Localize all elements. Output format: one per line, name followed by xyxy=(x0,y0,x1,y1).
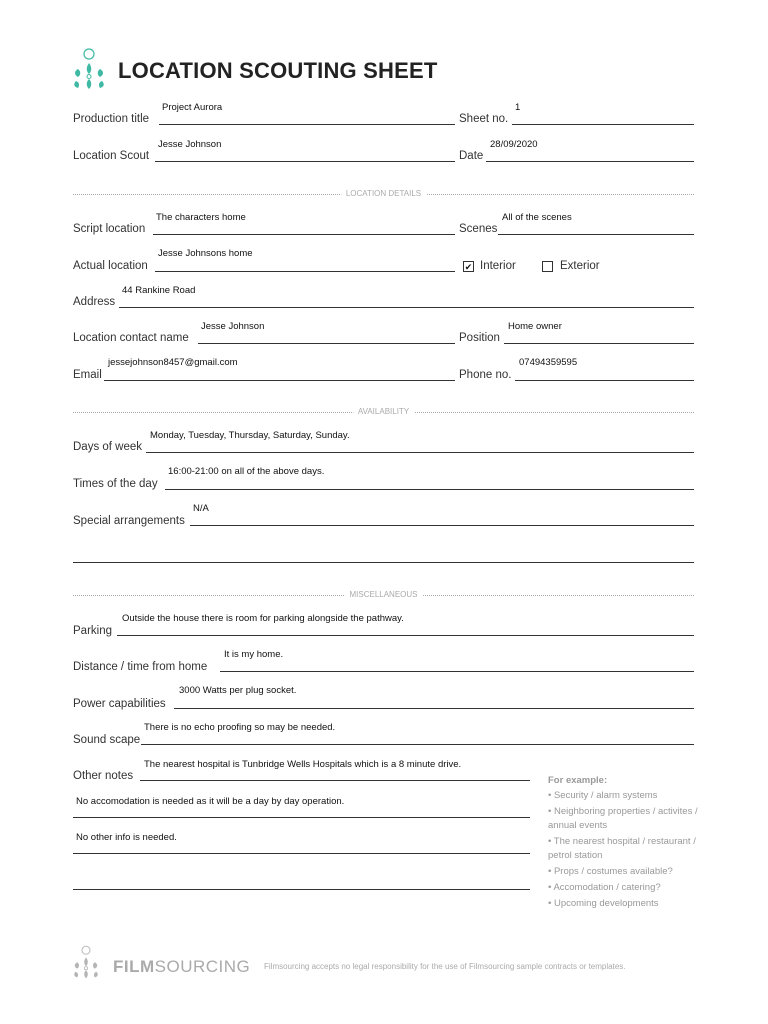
exterior-label: Exterior xyxy=(560,260,600,272)
contact-name-label: Location contact name xyxy=(73,332,189,344)
example-item: • Accomodation / catering? xyxy=(548,882,661,893)
example-item: • Security / alarm systems xyxy=(548,790,658,801)
location-scout-label: Location Scout xyxy=(73,150,150,162)
other-notes-field-3[interactable]: No other info is needed. xyxy=(76,832,177,843)
brand-bold: FILM xyxy=(113,957,155,976)
distance-label: Distance / time from home xyxy=(73,661,208,673)
contact-name-field[interactable]: Jesse Johnson xyxy=(201,321,265,332)
parking-field[interactable]: Outside the house there is room for parking alongside the pathway. xyxy=(122,613,404,624)
phone-label: Phone no. xyxy=(459,369,512,381)
exterior-checkbox[interactable] xyxy=(542,261,553,272)
address-label: Address xyxy=(73,296,116,308)
location-scout-field[interactable]: Jesse Johnson xyxy=(158,139,222,150)
sheet-no-field[interactable]: 1 xyxy=(515,102,521,113)
date-field[interactable]: 28/09/2020 xyxy=(490,139,538,150)
page-title: LOCATION SCOUTING SHEET xyxy=(118,58,438,83)
examples-heading: For example: xyxy=(548,775,608,786)
other-notes-line-3 xyxy=(73,853,530,854)
example-item: • The nearest hospital / restaurant / petrol station xyxy=(548,836,696,861)
interior-label: Interior xyxy=(480,260,516,272)
position-label: Position xyxy=(459,332,500,344)
brand-light: SOURCING xyxy=(154,957,251,976)
production-title-label: Production title xyxy=(73,113,150,125)
other-notes-label: Other notes xyxy=(73,770,134,782)
soundscape-line xyxy=(141,744,694,745)
soundscape-field[interactable]: There is no echo proofing so may be needed. xyxy=(144,722,336,733)
email-label: Email xyxy=(73,369,102,381)
actual-location-field[interactable]: Jesse Johnsons home xyxy=(158,248,253,259)
actual-location-label: Actual location xyxy=(73,260,148,272)
other-notes-field[interactable]: The nearest hospital is Tunbridge Wells Hospitals which is a 8 minute drive. xyxy=(144,759,462,770)
other-notes-line-2 xyxy=(73,817,530,818)
special-arrangements-field[interactable]: N/A xyxy=(193,503,209,514)
scenes-label: Scenes xyxy=(459,223,498,235)
other-notes-line-4[interactable] xyxy=(73,889,530,890)
example-item: • Props / costumes available? xyxy=(548,866,673,877)
days-of-week-field[interactable]: Monday, Tuesday, Thursday, Saturday, Sunday. xyxy=(150,430,350,441)
script-location-line xyxy=(153,234,455,235)
power-label: Power capabilities xyxy=(73,698,166,710)
address-field[interactable]: 44 Rankine Road xyxy=(122,285,196,296)
actual-location-line xyxy=(155,271,455,272)
scenes-field[interactable]: All of the scenes xyxy=(502,212,572,223)
section-location-details xyxy=(73,189,694,199)
section-title: LOCATION DETAILS xyxy=(341,189,426,198)
power-field[interactable]: 3000 Watts per plug socket. xyxy=(179,685,297,696)
example-item: • Neighboring properties / activites / annual events xyxy=(548,806,698,831)
position-line xyxy=(504,343,694,344)
days-of-week-line xyxy=(146,452,694,453)
filmsourcing-logo-icon xyxy=(70,45,108,95)
times-of-day-line xyxy=(165,489,694,490)
sheet-no-label: Sheet no. xyxy=(459,113,509,125)
script-location-field[interactable]: The characters home xyxy=(156,212,246,223)
special-arrangements-line xyxy=(190,525,694,526)
special-arrangements-extra-line[interactable] xyxy=(73,562,694,563)
examples-box xyxy=(548,775,698,911)
location-scout-line xyxy=(155,161,455,162)
interior-checkbox[interactable]: ✔ xyxy=(464,262,473,272)
script-location-label: Script location xyxy=(73,223,146,235)
days-of-week-label: Days of week xyxy=(73,441,143,453)
section-title: AVAILABILITY xyxy=(353,407,414,416)
parking-line xyxy=(117,635,694,636)
section-miscellaneous xyxy=(73,590,694,600)
scenes-line xyxy=(498,234,694,235)
date-label: Date xyxy=(459,150,484,162)
special-arrangements-label: Special arrangements xyxy=(73,515,185,527)
production-title-line xyxy=(159,124,455,125)
footer-disclaimer: Filmsourcing accepts no legal responsibility for the use of Filmsourcing sample contracts or templates. xyxy=(264,962,626,971)
power-line xyxy=(174,708,694,709)
other-notes-field-2[interactable]: No accomodation is needed as it will be a day by day operation. xyxy=(76,796,345,807)
times-of-day-label: Times of the day xyxy=(73,478,158,490)
phone-field[interactable]: 07494359595 xyxy=(519,357,578,368)
distance-field[interactable]: It is my home. xyxy=(224,649,284,660)
date-line xyxy=(486,161,694,162)
position-field[interactable]: Home owner xyxy=(508,321,562,332)
parking-label: Parking xyxy=(73,625,112,637)
section-title: MISCELLANEOUS xyxy=(344,590,422,599)
times-of-day-field[interactable]: 16:00-21:00 on all of the above days. xyxy=(168,466,325,477)
phone-line xyxy=(515,380,694,381)
example-item: • Upcoming developments xyxy=(548,898,659,909)
section-availability xyxy=(73,407,694,417)
sheet-no-line xyxy=(512,124,694,125)
email-line xyxy=(104,380,455,381)
email-field[interactable]: jessejohnson8457@gmail.com xyxy=(108,357,238,368)
distance-line xyxy=(220,671,694,672)
production-title-field[interactable]: Project Aurora xyxy=(162,102,223,113)
contact-name-line xyxy=(198,343,455,344)
footer-logo-icon xyxy=(70,943,102,983)
other-notes-line xyxy=(140,780,530,781)
footer-brand xyxy=(113,957,250,977)
address-line xyxy=(119,307,694,308)
soundscape-label: Sound scape xyxy=(73,734,141,746)
